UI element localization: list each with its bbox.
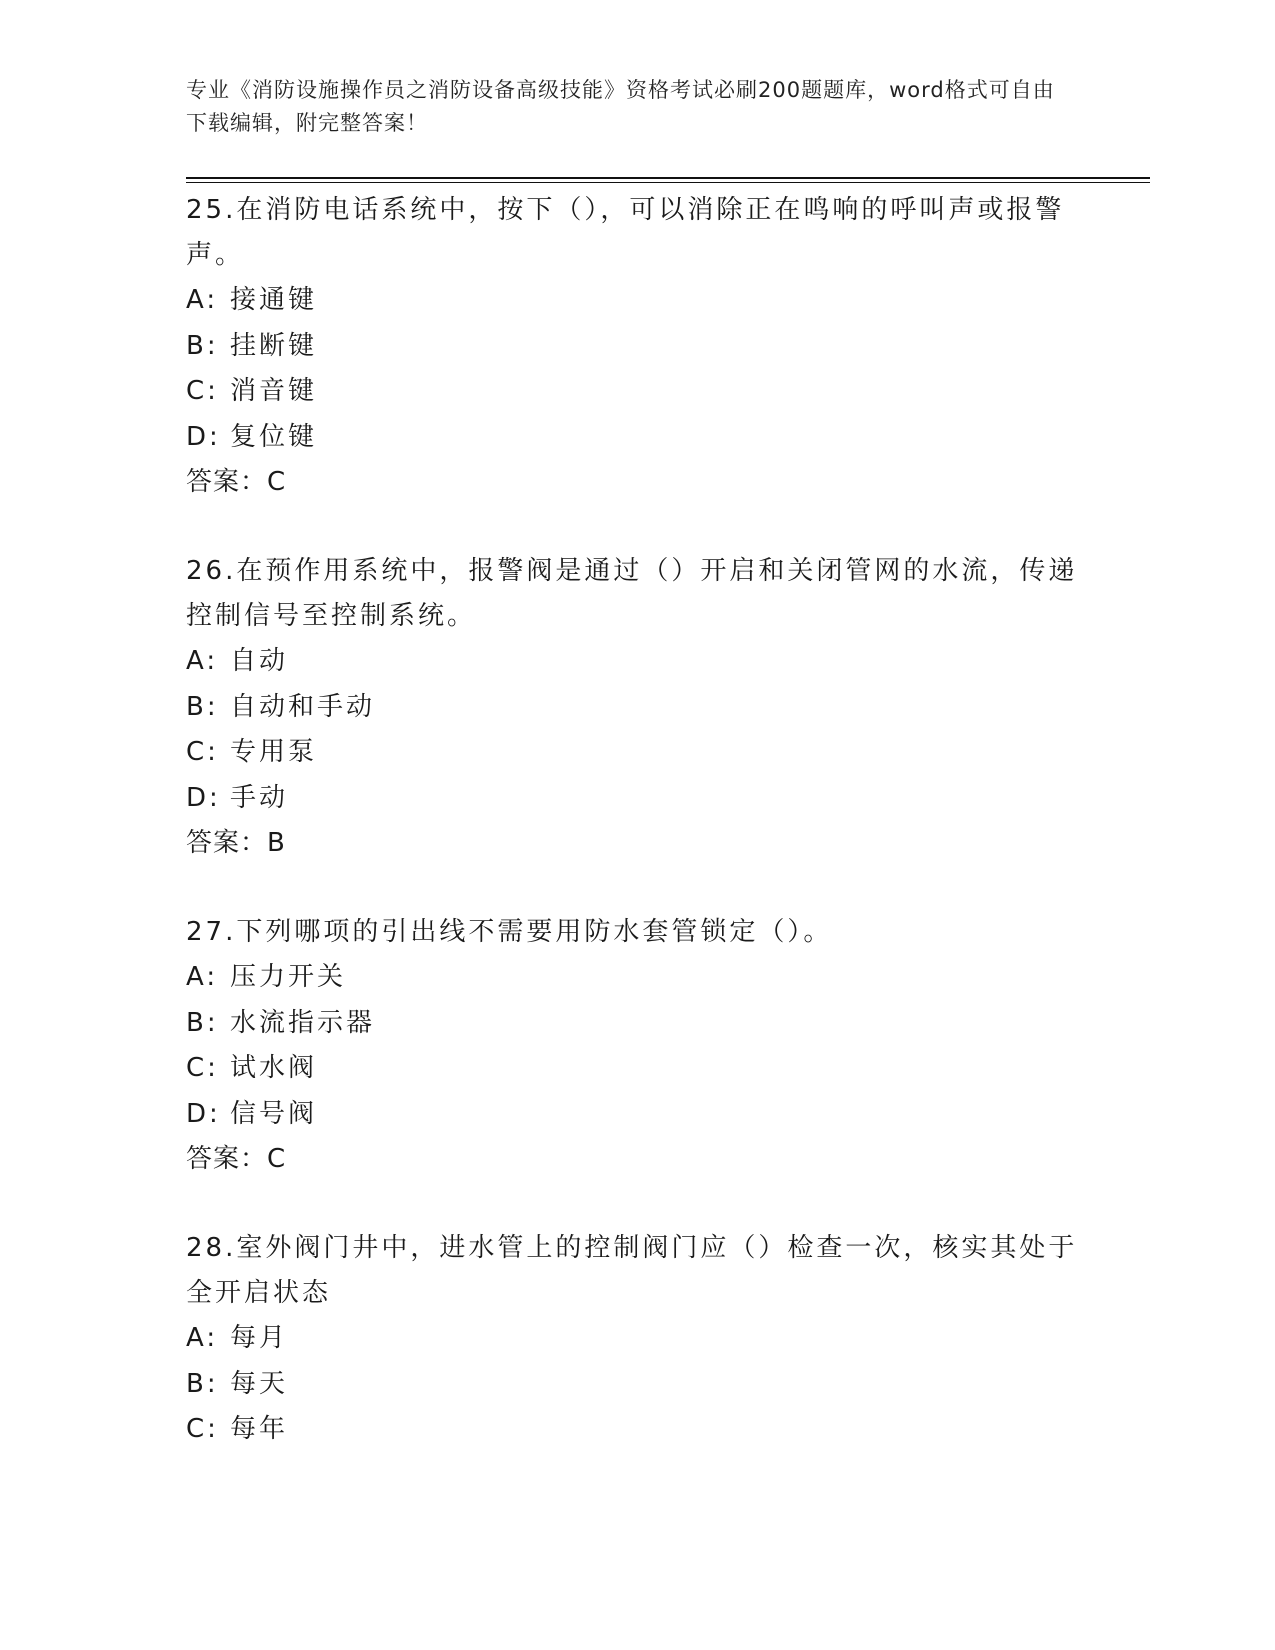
option-b [186,324,1086,370]
option-text: 自动和手动 [230,691,376,722]
option-text: 复位键 [230,421,318,452]
option-d [186,415,1086,461]
option-key: B: [186,1368,219,1399]
question-stem: 28.室外阀门井中，进水管上的控制阀门应（）检查一次，核实其处于全开启状态 [186,1233,1078,1308]
option-text: 专用泵 [230,737,318,767]
option-d [186,776,1086,822]
option-text: 自动 [230,646,289,676]
option-text: 每天 [230,1368,289,1399]
option-c [186,730,1086,776]
question-stem: 26.在预作用系统中，报警阀是通过（）开启和关闭管网的水流，传递控制信号至控制系统。 [186,556,1078,631]
answer-line: 答案：C [186,1144,287,1174]
option-a [186,955,1086,1001]
option-text: 水流指示器 [230,1007,376,1038]
question-stem: 25.在消防电话系统中，按下（），可以消除正在鸣响的呼叫声或报警声。 [186,195,1065,270]
option-key: B: [186,691,219,722]
option-key: C: [186,1053,219,1083]
option-text: 每月 [230,1323,289,1353]
question-stem: 27.下列哪项的引出线不需要用防水套管锁定（）。 [186,917,833,947]
option-key: A: [186,1323,219,1353]
option-a [186,278,1086,324]
header-divider-thick [186,177,1150,179]
option-key: A: [186,962,219,992]
option-b [186,1001,1086,1047]
option-key: C: [186,376,219,406]
option-key: C: [186,1414,219,1444]
option-text: 接通键 [230,285,318,315]
option-key: A: [186,285,219,315]
option-a [186,1316,1086,1362]
question-25 [186,188,1086,505]
header-divider-thin [186,182,1150,183]
option-c [186,369,1086,415]
option-key: B: [186,1007,219,1038]
answer-line: 答案：C [186,467,287,497]
option-a [186,639,1086,685]
option-text: 挂断键 [230,330,318,361]
option-key: D: [186,1098,221,1129]
option-text: 信号阀 [230,1098,318,1129]
option-key: A: [186,646,219,676]
option-text: 每年 [230,1414,289,1444]
option-b [186,685,1086,731]
answer-line: 答案：B [186,828,286,858]
option-key: D: [186,782,221,813]
option-text: 试水阀 [230,1053,318,1083]
question-27 [186,910,1086,1182]
option-key: B: [186,330,219,361]
option-d [186,1092,1086,1138]
option-key: D: [186,421,221,452]
option-c [186,1407,1086,1453]
option-text: 手动 [230,782,289,813]
document-header: 专业《消防设施操作员之消防设备高级技能》资格考试必刷200题题库，word格式可自由下载编辑，附完整答案！ [186,78,1055,135]
option-key: C: [186,737,219,767]
question-list [186,188,1086,1497]
question-26 [186,549,1086,866]
option-text: 消音键 [230,376,318,406]
option-c [186,1046,1086,1092]
option-b [186,1362,1086,1408]
question-28 [186,1226,1086,1453]
option-text: 压力开关 [230,962,347,992]
